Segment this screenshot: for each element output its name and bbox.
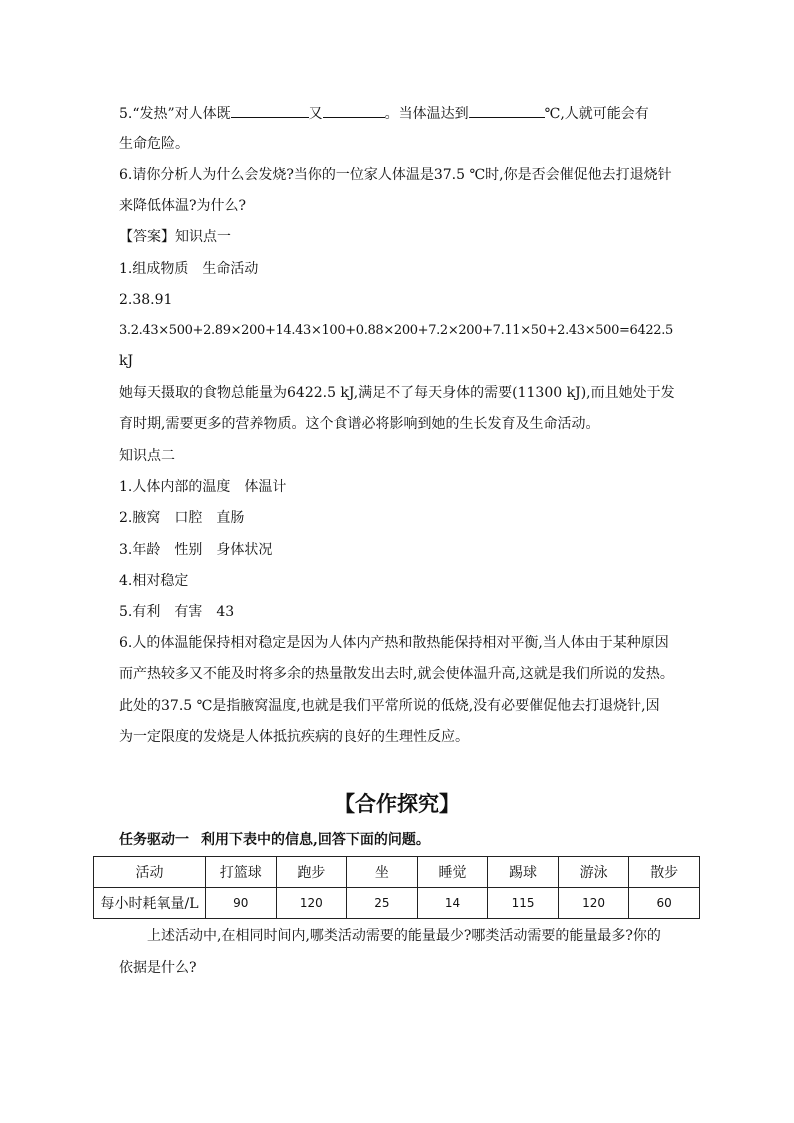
table-header-cell: 睡觉 bbox=[417, 857, 488, 888]
table-cell: 120 bbox=[276, 888, 347, 919]
table-header-cell: 散步 bbox=[629, 857, 700, 888]
table-row bbox=[94, 888, 700, 919]
table-header-cell: 跑步 bbox=[276, 857, 347, 888]
question-5-line-2: 生命危险。 bbox=[119, 136, 189, 152]
q5-text-1: 5.“发热”对人体既 bbox=[119, 106, 231, 122]
answer-header: 【答案】知识点一 bbox=[119, 229, 231, 245]
answer-2: 2.38.91 bbox=[119, 292, 173, 308]
table-header-cell: 坐 bbox=[347, 857, 418, 888]
table-header-cell: 打篮球 bbox=[206, 857, 277, 888]
question-6-line-2: 来降低体温?为什么? bbox=[119, 198, 247, 214]
answer-b6-line-4: 为一定限度的发烧是人体抵抗疾病的良好的生理性反应。 bbox=[119, 729, 469, 745]
section-title: 【合作探究】 bbox=[334, 791, 460, 816]
table-header-row bbox=[94, 857, 700, 888]
table-header-cell: 游泳 bbox=[558, 857, 629, 888]
table-header-cell: 踢球 bbox=[488, 857, 559, 888]
table-header-label: 活动 bbox=[94, 857, 206, 888]
answer-b5: 5.有利 有害 43 bbox=[119, 604, 235, 620]
answer-b6-line-1: 6.人的体温能保持相对稳定是因为人体内产热和散热能保持相对平衡,当人体由于某种原因 bbox=[119, 635, 669, 651]
q5-text-2: 又 bbox=[308, 106, 323, 122]
answer-b6-line-3: 此处的37.5 ℃是指腋窝温度,也就是我们平常所说的低烧,没有必要催促他去打退烧针,因 bbox=[119, 698, 660, 714]
task-label: 任务驱动一 bbox=[119, 832, 189, 848]
table-cell: 115 bbox=[488, 888, 559, 919]
answer-b3: 3.年龄 性别 身体状况 bbox=[119, 542, 273, 558]
fill-blank-1[interactable] bbox=[231, 104, 309, 118]
answer-3-line-4: 育时期,需要更多的营养物质。这个食谱必将影响到她的生长发育及生命活动。 bbox=[119, 416, 600, 432]
answer-3-line-2: kJ bbox=[119, 353, 134, 369]
question-line-1: 上述活动中,在相同时间内,哪类活动需要的能量最少?哪类活动需要的能量最多?你的 bbox=[147, 928, 661, 944]
table-cell: 25 bbox=[347, 888, 418, 919]
fill-blank-2[interactable] bbox=[323, 104, 385, 118]
answer-b6-line-2: 而产热较多又不能及时将多余的热量散发出去时,就会使体温升高,这就是我们所说的发热。 bbox=[119, 666, 674, 682]
q5-text-3: 。当体温达到 bbox=[384, 106, 469, 122]
answer-b2: 2.腋窝 口腔 直肠 bbox=[119, 510, 245, 526]
answer-3-line-1: 3.2.43×500+2.89×200+14.43×100+0.88×200+7.2×200+7.11×50+2.43×500=6422.5 bbox=[119, 323, 673, 338]
table-cell: 60 bbox=[629, 888, 700, 919]
answer-b4: 4.相对稳定 bbox=[119, 573, 189, 589]
task-prompt bbox=[119, 831, 430, 849]
knowledge-point-2-heading: 知识点二 bbox=[119, 448, 175, 464]
q5-text-4: ℃,人就可能会有 bbox=[544, 106, 649, 122]
table-cell: 120 bbox=[558, 888, 629, 919]
oxygen-consumption-table bbox=[93, 856, 700, 919]
answer-b1: 1.人体内部的温度 体温计 bbox=[119, 479, 287, 495]
question-5-line-1 bbox=[119, 104, 689, 123]
answer-1: 1.组成物质 生命活动 bbox=[119, 261, 259, 277]
table-row-label: 每小时耗氧量/L bbox=[94, 888, 206, 919]
task-text: 利用下表中的信息,回答下面的问题。 bbox=[201, 832, 430, 848]
question-line-2: 依据是什么? bbox=[119, 960, 197, 976]
table-cell: 90 bbox=[206, 888, 277, 919]
fill-blank-3[interactable] bbox=[469, 104, 545, 118]
answer-3-line-3: 她每天摄取的食物总能量为6422.5 kJ,满足不了每天身体的需要(11300 kJ),而且她处于发 bbox=[119, 385, 675, 401]
table-cell: 14 bbox=[417, 888, 488, 919]
question-6-line-1: 6.请你分析人为什么会发烧?当你的一位家人体温是37.5 ℃时,你是否会催促他去打退烧针 bbox=[119, 167, 672, 183]
